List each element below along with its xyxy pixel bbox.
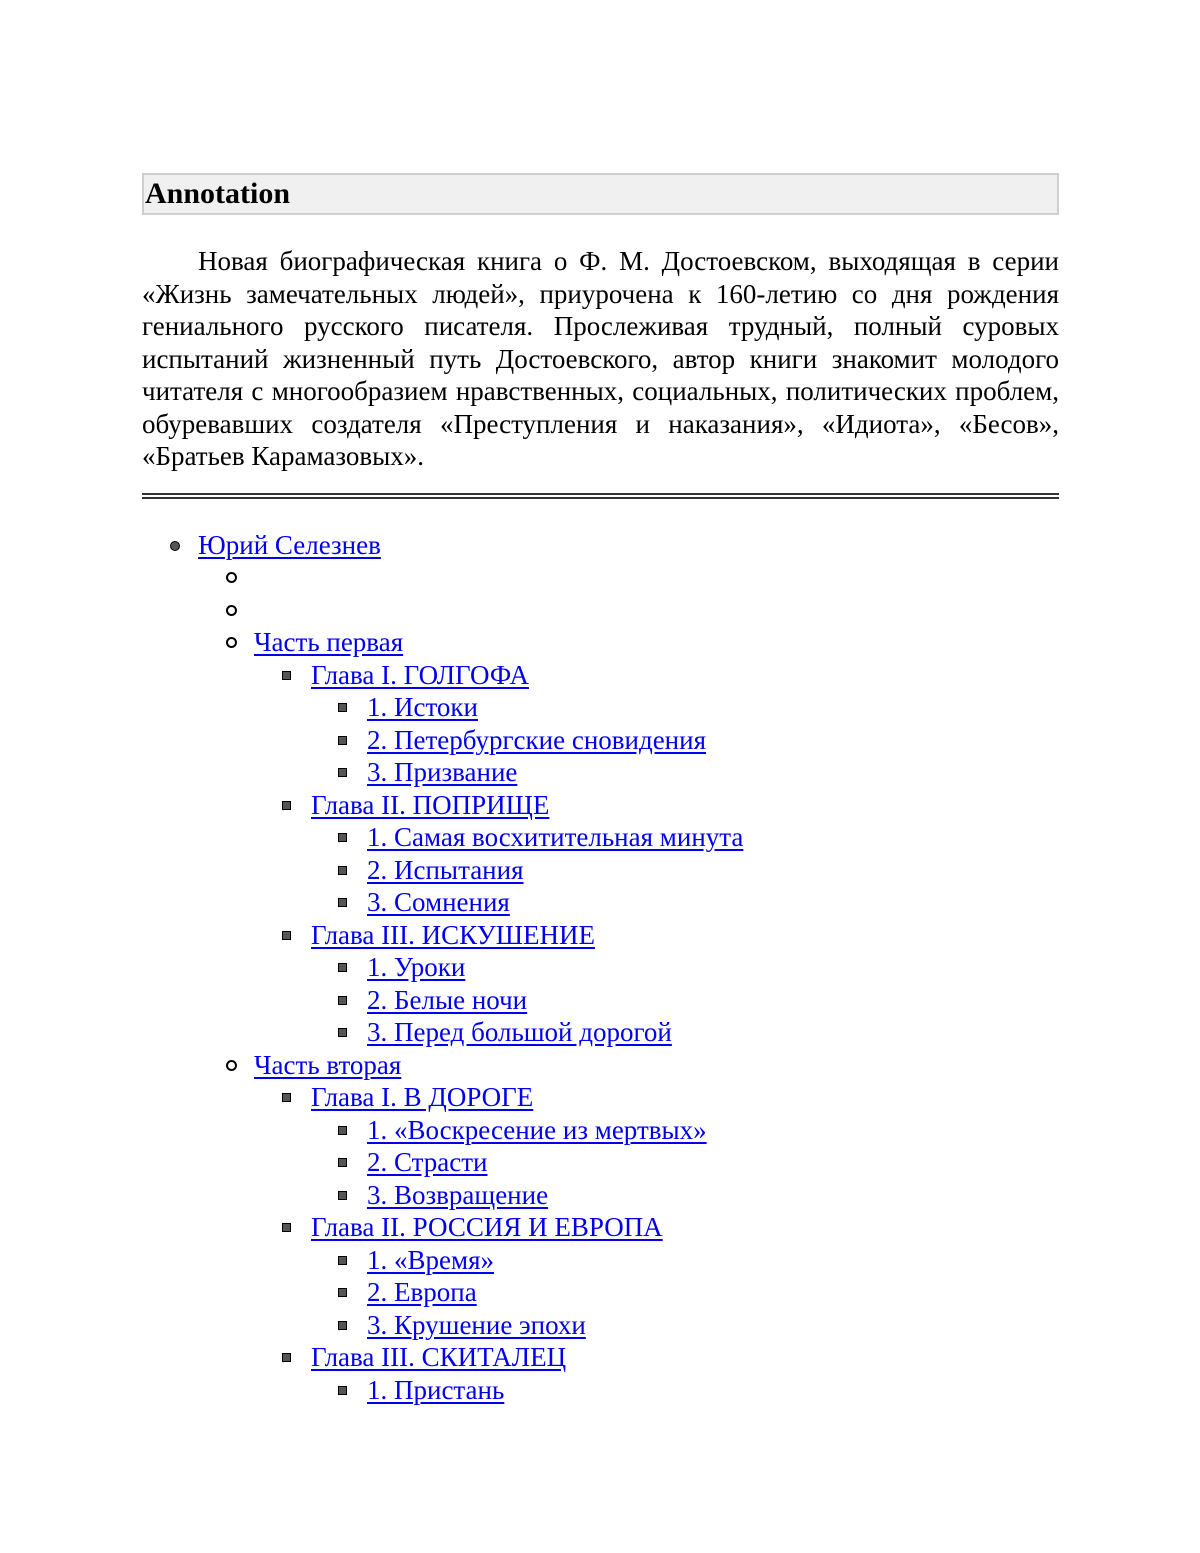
toc-link-section[interactable]: 2. Испытания <box>367 854 524 885</box>
toc-link-section[interactable]: 3. Сомнения <box>367 887 510 917</box>
annotation-text: Новая биографическая книга о Ф. М. Достоевском, выходящая в серии «Жизнь замечательных людей», приурочена к 160-летию со дня рождения гениального русского писателя. Прослеживая трудный, полный суровых испытаний жизненный путь Достоевского, автор книги знакомит молодого читателя с многообразием нравственных, социальных, политических проблем, обуревавших создателя «Преступления и наказания», «Идиота», «Бесов», «Братьев Карамазовых». <box>142 246 1059 471</box>
toc-item-chapter <box>142 1081 1059 1114</box>
toc-item-section <box>142 1114 1059 1147</box>
toc-item-section <box>142 854 1059 887</box>
square-bullet-icon <box>336 1309 356 1342</box>
toc-link-part[interactable]: Часть вторая <box>254 1049 402 1080</box>
annotation-heading: Annotation <box>142 173 1059 215</box>
toc-item-chapter <box>142 1211 1059 1244</box>
toc-item-chapter <box>142 1341 1059 1374</box>
square-bullet-icon <box>336 1016 356 1049</box>
toc-item-section <box>142 756 1059 789</box>
square-bullet-icon <box>336 724 356 757</box>
toc-link-author[interactable]: Юрий Селезнев <box>198 529 381 560</box>
toc-item-section <box>142 984 1059 1017</box>
toc-link-section[interactable]: 3. Возвращение <box>367 1179 549 1210</box>
square-bullet-icon <box>280 919 300 952</box>
toc-link-section[interactable]: 1. Пристань <box>367 1374 505 1405</box>
toc-link-section[interactable]: 1. «Время» <box>367 1244 494 1275</box>
toc-item-part <box>142 1049 1059 1082</box>
toc-item-author <box>142 529 1059 562</box>
circle-bullet-icon <box>224 1049 244 1082</box>
toc-link-chapter[interactable]: Глава III. СКИТАЛЕЦ <box>311 1342 567 1372</box>
toc-item-section <box>142 1309 1059 1342</box>
toc-item-section <box>142 951 1059 984</box>
toc-link-section[interactable]: 3. Призвание <box>367 757 518 787</box>
square-bullet-icon <box>280 789 300 822</box>
toc-link-chapter[interactable]: Глава I. ГОЛГОФА <box>311 659 529 690</box>
circle-bullet-icon <box>224 594 244 627</box>
toc-link-section[interactable]: 3. Крушение эпохи <box>367 1309 586 1340</box>
toc-item-section <box>142 1179 1059 1212</box>
toc-item-chapter <box>142 919 1059 952</box>
square-bullet-icon <box>336 854 356 887</box>
disc-bullet-icon <box>168 529 188 562</box>
toc-item-empty <box>142 561 1059 594</box>
toc-item-chapter <box>142 789 1059 822</box>
square-bullet-icon <box>336 1179 356 1212</box>
square-bullet-icon <box>280 1081 300 1114</box>
square-bullet-icon <box>336 1244 356 1277</box>
square-bullet-icon <box>336 821 356 854</box>
toc-item-part <box>142 626 1059 659</box>
square-bullet-icon <box>280 659 300 692</box>
square-bullet-icon <box>336 984 356 1017</box>
toc-link-chapter[interactable]: Глава II. РОССИЯ И ЕВРОПА <box>311 1212 663 1242</box>
toc-link-section[interactable]: 1. Истоки <box>367 692 478 722</box>
toc-link-section[interactable]: 1. Самая восхитительная минута <box>367 822 744 852</box>
square-bullet-icon <box>336 1374 356 1407</box>
toc-link-section[interactable]: 2. Страсти <box>367 1147 488 1177</box>
square-bullet-icon <box>336 951 356 984</box>
square-bullet-icon <box>336 1146 356 1179</box>
toc-item-chapter <box>142 659 1059 692</box>
toc-link-section[interactable]: 2. Европа <box>367 1277 477 1307</box>
toc-item-section <box>142 724 1059 757</box>
toc-link-section[interactable]: 3. Перед большой дорогой <box>367 1017 672 1047</box>
toc-item-section <box>142 1374 1059 1407</box>
double-rule-divider <box>142 493 1059 499</box>
square-bullet-icon <box>336 756 356 789</box>
circle-bullet-icon <box>224 561 244 594</box>
toc-link-section[interactable]: 2. Белые ночи <box>367 984 528 1015</box>
toc-item-section <box>142 821 1059 854</box>
toc-link-chapter[interactable]: Глава I. В ДОРОГЕ <box>311 1082 534 1112</box>
toc-item-section <box>142 1146 1059 1179</box>
toc-item-empty <box>142 594 1059 627</box>
toc-item-section <box>142 886 1059 919</box>
toc-item-section <box>142 1244 1059 1277</box>
table-of-contents <box>142 529 1059 1407</box>
toc-link-part[interactable]: Часть первая <box>254 627 404 657</box>
toc-link-section[interactable]: 1. «Воскресение из мертвых» <box>367 1114 707 1145</box>
toc-link-chapter[interactable]: Глава II. ПОПРИЩЕ <box>311 789 550 820</box>
square-bullet-icon <box>280 1341 300 1374</box>
square-bullet-icon <box>336 1114 356 1147</box>
square-bullet-icon <box>336 1276 356 1309</box>
document-page <box>142 173 1059 1406</box>
square-bullet-icon <box>336 691 356 724</box>
toc-item-section <box>142 1276 1059 1309</box>
toc-item-section <box>142 691 1059 724</box>
toc-link-section[interactable]: 2. Петербургские сновидения <box>367 724 707 755</box>
circle-bullet-icon <box>224 626 244 659</box>
square-bullet-icon <box>280 1211 300 1244</box>
square-bullet-icon <box>336 886 356 919</box>
toc-item-section <box>142 1016 1059 1049</box>
toc-link-section[interactable]: 1. Уроки <box>367 952 466 982</box>
toc-link-chapter[interactable]: Глава III. ИСКУШЕНИЕ <box>311 919 595 950</box>
